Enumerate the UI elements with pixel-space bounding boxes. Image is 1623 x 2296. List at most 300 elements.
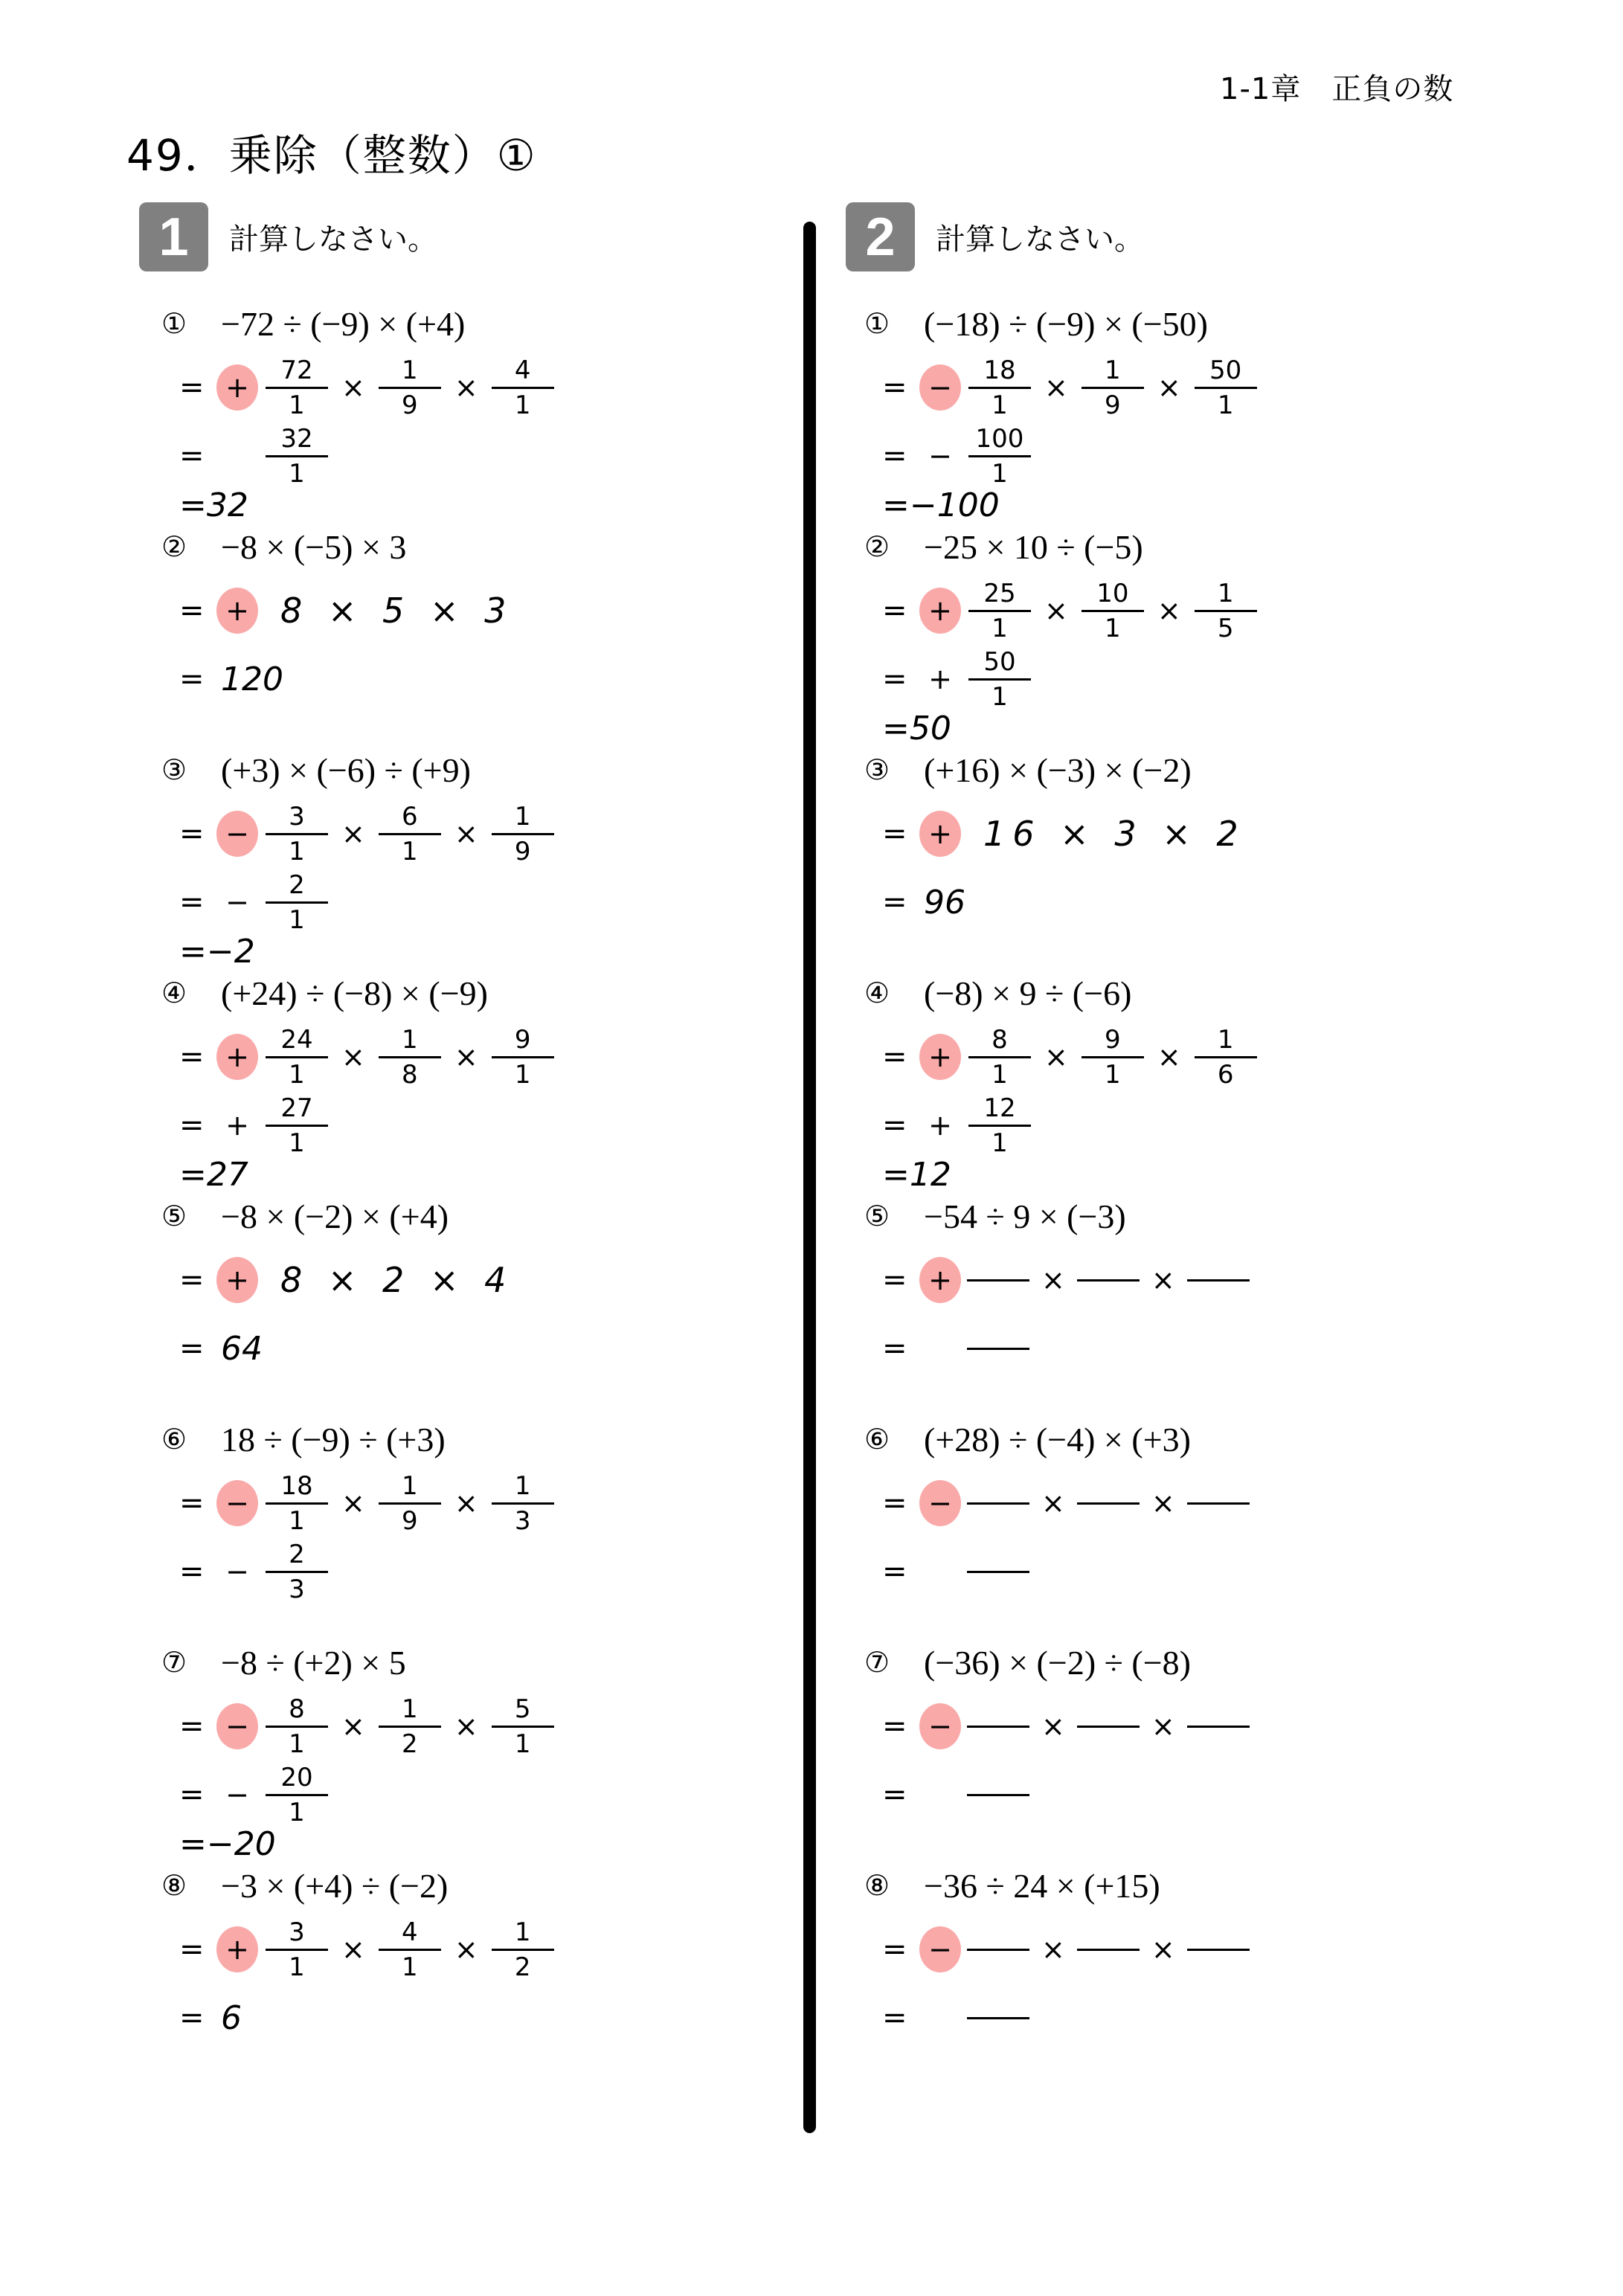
sign-marker: − bbox=[919, 364, 961, 411]
negative-sign-highlight: − bbox=[1047, 1420, 1067, 1459]
fraction-bar bbox=[266, 1502, 328, 1505]
equals-sign: = bbox=[882, 370, 907, 405]
denominator: 1 bbox=[992, 1059, 1008, 1090]
problem-item bbox=[848, 740, 1503, 936]
sign-slot bbox=[919, 1325, 961, 1372]
handwritten-product: 8 × 2 × 4 bbox=[280, 1260, 514, 1300]
problem-expression bbox=[145, 517, 800, 576]
fraction-bar bbox=[1082, 387, 1144, 389]
answer-value: =50 bbox=[882, 709, 951, 747]
fraction-bar bbox=[492, 1726, 554, 1728]
fraction-bar bbox=[968, 678, 1031, 681]
problem-expression bbox=[145, 1186, 800, 1246]
problem-number: ⑧ bbox=[161, 1869, 187, 1902]
sign-marker bbox=[216, 433, 258, 479]
answer-blank[interactable] bbox=[1187, 1726, 1250, 1728]
times-sign: × bbox=[1157, 371, 1181, 404]
column-divider bbox=[803, 222, 816, 2133]
work-step-1 bbox=[848, 1915, 1503, 1984]
sign-slot bbox=[919, 1995, 961, 2041]
problem-item bbox=[848, 1633, 1503, 1829]
fraction-bar bbox=[968, 1125, 1031, 1127]
sign-marker: + bbox=[928, 663, 952, 695]
answer-value: =32 bbox=[179, 486, 248, 524]
negative-sign-highlight: − bbox=[1047, 304, 1067, 343]
fraction-bar bbox=[266, 1794, 328, 1796]
negative-sign-highlight: − bbox=[1143, 750, 1163, 789]
fraction bbox=[1080, 356, 1145, 420]
fraction bbox=[264, 424, 330, 489]
denominator: 1 bbox=[992, 390, 1008, 420]
work-step-1 bbox=[145, 1023, 800, 1091]
equals-sign: = bbox=[179, 1554, 205, 1589]
equals-sign: = bbox=[882, 1709, 907, 1743]
answer-blank[interactable] bbox=[967, 1348, 1029, 1350]
work-step-2 bbox=[848, 1760, 1503, 1829]
work-step-1 bbox=[848, 1023, 1503, 1091]
numerator: 1 bbox=[1217, 578, 1234, 608]
problem-expression bbox=[848, 1186, 1503, 1246]
times-sign: × bbox=[341, 817, 365, 850]
denominator: 1 bbox=[1105, 613, 1121, 643]
expression-text: −8 × (−5) × 3 bbox=[221, 527, 407, 566]
fraction bbox=[264, 870, 330, 935]
expression-text: (−36) × (−2) ÷ (−8) bbox=[924, 1643, 1191, 1682]
numerator: 3 bbox=[289, 1917, 305, 1947]
problem-expression bbox=[145, 1633, 800, 1692]
problem-expression bbox=[145, 294, 800, 353]
fraction bbox=[377, 802, 443, 866]
sign-marker: + bbox=[928, 1109, 952, 1142]
work-step-3 bbox=[145, 932, 800, 971]
denominator: 1 bbox=[402, 836, 418, 866]
problem-number: ① bbox=[161, 307, 187, 340]
work-step-1 bbox=[145, 1469, 800, 1537]
equals-sign: = bbox=[179, 439, 205, 473]
sign-marker: + bbox=[216, 1034, 258, 1080]
denominator: 9 bbox=[514, 836, 531, 866]
equals-sign: = bbox=[179, 817, 205, 851]
equals-sign: = bbox=[882, 1778, 907, 1812]
work-step-3 bbox=[145, 1155, 800, 1194]
answer-value: =12 bbox=[882, 1155, 951, 1194]
numerator: 2 bbox=[289, 1539, 305, 1569]
times-sign: × bbox=[341, 1487, 365, 1520]
expression-text: (−8) × 9 ÷ (−6) bbox=[924, 974, 1132, 1012]
problem-item bbox=[145, 1186, 800, 1383]
work-step-2 bbox=[848, 645, 1503, 713]
numerator: 32 bbox=[280, 423, 313, 454]
negative-sign-highlight: − bbox=[935, 304, 955, 343]
denominator: 1 bbox=[514, 390, 531, 420]
denominator: 1 bbox=[402, 1952, 418, 1982]
sign-marker: − bbox=[919, 1480, 961, 1526]
times-sign: × bbox=[1041, 1487, 1065, 1520]
fraction-bar bbox=[968, 1056, 1031, 1058]
work-step-1 bbox=[145, 800, 800, 868]
times-sign: × bbox=[1041, 1933, 1065, 1966]
times-sign: × bbox=[454, 1487, 478, 1520]
fraction bbox=[1193, 1025, 1259, 1090]
work-step-2 bbox=[145, 1984, 800, 2052]
fraction-bar bbox=[266, 1726, 328, 1728]
answer-blank[interactable] bbox=[967, 1571, 1029, 1573]
work-step-2 bbox=[145, 422, 800, 490]
expression-text: (−18) ÷ (−9) × (−50) bbox=[924, 304, 1208, 343]
fraction bbox=[490, 1471, 556, 1536]
equals-sign: = bbox=[882, 1331, 907, 1366]
answer-blank[interactable] bbox=[967, 1949, 1029, 1951]
times-sign: × bbox=[1157, 594, 1181, 627]
numerator: 6 bbox=[402, 801, 418, 832]
fraction bbox=[264, 1917, 330, 1982]
expression-text: −8 × (−2) × (+4) bbox=[221, 1197, 449, 1235]
sign-slot bbox=[919, 1772, 961, 1818]
sign-marker: − bbox=[919, 1926, 961, 1972]
denominator: 1 bbox=[289, 904, 305, 935]
denominator: 1 bbox=[289, 390, 305, 420]
fraction-bar bbox=[968, 387, 1031, 389]
equals-sign: = bbox=[882, 1040, 907, 1074]
handwritten-product: 16 × 3 × 2 bbox=[983, 814, 1246, 854]
denominator: 1 bbox=[514, 1729, 531, 1759]
negative-sign-highlight: − bbox=[221, 527, 240, 566]
work-step-2 bbox=[848, 1984, 1503, 2052]
equals-sign: = bbox=[179, 1778, 205, 1812]
fraction bbox=[264, 1093, 330, 1158]
expression-text: 18 ÷ (−9) ÷ (+3) bbox=[221, 1420, 446, 1459]
fraction-bar bbox=[266, 1949, 328, 1951]
expression-text: −25 × 10 ÷ (−5) bbox=[924, 527, 1143, 566]
sign-marker: − bbox=[216, 1480, 258, 1526]
numerator: 25 bbox=[983, 578, 1016, 608]
work-step-1 bbox=[848, 1692, 1503, 1760]
denominator: 5 bbox=[1217, 613, 1234, 643]
fraction-bar bbox=[266, 1056, 328, 1058]
fraction bbox=[967, 579, 1032, 643]
fraction-bar bbox=[266, 387, 328, 389]
equals-sign: = bbox=[179, 885, 205, 919]
equals-sign: = bbox=[882, 817, 907, 851]
negative-sign-highlight: − bbox=[935, 1643, 955, 1682]
answer-blank[interactable] bbox=[1187, 1279, 1250, 1282]
work-step-3 bbox=[848, 1155, 1503, 1194]
work-step-1 bbox=[848, 353, 1503, 422]
sign-marker: + bbox=[919, 588, 961, 634]
answer-blank[interactable] bbox=[1077, 1949, 1140, 1951]
fraction bbox=[1193, 356, 1259, 420]
fraction bbox=[264, 1694, 330, 1759]
problem-number: ⑤ bbox=[864, 1200, 890, 1232]
expression-text: (+24) ÷ (−8) × (−9) bbox=[221, 974, 488, 1012]
equals-sign: = bbox=[882, 885, 907, 919]
sign-marker: + bbox=[919, 811, 961, 857]
fraction bbox=[264, 1471, 330, 1536]
numerator: 9 bbox=[514, 1024, 531, 1055]
answer-blank[interactable] bbox=[967, 1794, 1029, 1796]
problem-item bbox=[848, 517, 1503, 747]
numerator: 1 bbox=[514, 1470, 531, 1501]
denominator: 1 bbox=[289, 1797, 305, 1827]
work-step-2 bbox=[848, 1314, 1503, 1383]
denominator: 1 bbox=[289, 836, 305, 866]
fraction-bar bbox=[1195, 610, 1257, 612]
fraction bbox=[1080, 579, 1145, 643]
negative-sign-highlight: − bbox=[327, 750, 347, 789]
problem-item bbox=[145, 740, 800, 971]
denominator: 1 bbox=[289, 1128, 305, 1158]
work-step-1 bbox=[145, 1692, 800, 1760]
fraction-bar bbox=[379, 833, 441, 835]
denominator: 3 bbox=[514, 1505, 531, 1536]
negative-sign-highlight: − bbox=[1047, 750, 1067, 789]
numerator: 27 bbox=[280, 1093, 313, 1123]
answer-value: 64 bbox=[221, 1329, 263, 1368]
fraction-bar bbox=[492, 833, 554, 835]
numerator: 50 bbox=[1209, 355, 1242, 385]
numerator: 1 bbox=[402, 1024, 418, 1055]
work-step-1 bbox=[848, 1469, 1503, 1537]
fraction-bar bbox=[266, 1125, 328, 1127]
work-step-2 bbox=[145, 645, 800, 713]
negative-sign-highlight: − bbox=[924, 527, 943, 566]
problem-number: ⑥ bbox=[161, 1423, 187, 1456]
work-step-2 bbox=[848, 422, 1503, 490]
denominator: 2 bbox=[402, 1729, 418, 1759]
equals-sign: = bbox=[882, 1108, 907, 1142]
problem-number: ① bbox=[864, 307, 890, 340]
work-step-1 bbox=[145, 1915, 800, 1984]
numerator: 1 bbox=[1217, 1024, 1234, 1055]
equals-sign: = bbox=[179, 594, 205, 628]
equals-sign: = bbox=[882, 1554, 907, 1589]
answer-value: 96 bbox=[924, 883, 965, 922]
problem-number: ④ bbox=[864, 977, 890, 1009]
problem-item bbox=[848, 1409, 1503, 1606]
numerator: 20 bbox=[280, 1762, 313, 1792]
numerator: 1 bbox=[402, 1694, 418, 1724]
section-instruction: 計算しなさい。 bbox=[229, 222, 437, 257]
denominator: 6 bbox=[1217, 1059, 1234, 1090]
times-sign: × bbox=[454, 371, 478, 404]
answer-blank[interactable] bbox=[1077, 1726, 1140, 1728]
times-sign: × bbox=[1151, 1487, 1175, 1520]
fraction bbox=[377, 356, 443, 420]
expression-text: −72 ÷ (−9) × (+4) bbox=[221, 304, 466, 343]
equals-sign: = bbox=[882, 662, 907, 696]
numerator: 1 bbox=[402, 1470, 418, 1501]
problem-expression bbox=[145, 740, 800, 800]
times-sign: × bbox=[1151, 1933, 1175, 1966]
times-sign: × bbox=[1044, 1041, 1068, 1073]
denominator: 9 bbox=[402, 390, 418, 420]
times-sign: × bbox=[341, 371, 365, 404]
problem-number: ⑤ bbox=[161, 1200, 187, 1232]
fraction bbox=[264, 1763, 330, 1827]
fraction bbox=[264, 1025, 330, 1090]
expression-text: −36 ÷ 24 × (+15) bbox=[924, 1866, 1160, 1905]
numerator: 4 bbox=[514, 355, 531, 385]
numerator: 1 bbox=[514, 1917, 531, 1947]
answer-value: =27 bbox=[179, 1155, 248, 1194]
fraction-bar bbox=[266, 833, 328, 835]
negative-sign-highlight: − bbox=[302, 1420, 322, 1459]
fraction bbox=[490, 1694, 556, 1759]
work-step-2 bbox=[145, 868, 800, 936]
sign-marker: + bbox=[216, 588, 258, 634]
times-sign: × bbox=[1044, 371, 1068, 404]
fraction bbox=[1193, 579, 1259, 643]
denominator: 9 bbox=[1105, 390, 1121, 420]
negative-sign-highlight: − bbox=[321, 304, 341, 343]
answer-blank[interactable] bbox=[1187, 1502, 1250, 1505]
denominator: 1 bbox=[289, 1729, 305, 1759]
fraction bbox=[264, 1540, 330, 1604]
fraction-bar bbox=[1082, 1056, 1144, 1058]
sign-marker: + bbox=[919, 1257, 961, 1303]
sign-marker: + bbox=[216, 1926, 258, 1972]
answer-blank[interactable] bbox=[967, 1279, 1029, 1282]
negative-sign-highlight: − bbox=[344, 974, 364, 1012]
problem-number: ③ bbox=[161, 753, 187, 786]
numerator: 72 bbox=[280, 355, 313, 385]
times-sign: × bbox=[454, 817, 478, 850]
answer-value: =−20 bbox=[179, 1824, 276, 1863]
fraction bbox=[967, 647, 1032, 712]
work-step-1 bbox=[145, 576, 800, 645]
numerator: 4 bbox=[402, 1917, 418, 1947]
fraction-bar bbox=[492, 1056, 554, 1058]
denominator: 1 bbox=[992, 1128, 1008, 1158]
answer-value: 6 bbox=[221, 1998, 242, 2037]
equals-sign: = bbox=[179, 1108, 205, 1142]
equals-sign: = bbox=[179, 662, 205, 696]
denominator: 1 bbox=[992, 681, 1008, 712]
negative-sign-highlight: − bbox=[1078, 1197, 1098, 1235]
fraction bbox=[264, 802, 330, 866]
answer-blank[interactable] bbox=[967, 1726, 1029, 1728]
fraction bbox=[377, 1025, 443, 1090]
sign-marker: + bbox=[919, 1034, 961, 1080]
expression-text: (+3) × (−6) ÷ (+9) bbox=[221, 750, 471, 789]
sign-marker: + bbox=[216, 1257, 258, 1303]
fraction-bar bbox=[266, 1571, 328, 1573]
fraction bbox=[490, 356, 556, 420]
fraction bbox=[490, 1917, 556, 1982]
numerator: 8 bbox=[289, 1694, 305, 1724]
fraction-bar bbox=[492, 1949, 554, 1951]
answer-blank[interactable] bbox=[1077, 1279, 1140, 1282]
section-2-header bbox=[846, 202, 1144, 271]
fraction bbox=[377, 1471, 443, 1536]
times-sign: × bbox=[1151, 1710, 1175, 1743]
work-step-1 bbox=[848, 800, 1503, 868]
fraction-bar bbox=[379, 1502, 441, 1505]
sign-marker: − bbox=[225, 886, 249, 919]
denominator: 1 bbox=[289, 458, 305, 489]
denominator: 1 bbox=[289, 1952, 305, 1982]
negative-sign-highlight: − bbox=[440, 974, 460, 1012]
equals-sign: = bbox=[179, 1040, 205, 1074]
answer-blank[interactable] bbox=[1187, 1949, 1250, 1951]
times-sign: × bbox=[1151, 1264, 1175, 1296]
fraction-bar bbox=[492, 1502, 554, 1505]
problem-expression bbox=[145, 1409, 800, 1469]
negative-sign-highlight: − bbox=[221, 304, 240, 343]
equals-sign: = bbox=[179, 1709, 205, 1743]
equals-sign: = bbox=[882, 1263, 907, 1297]
fraction-bar bbox=[266, 455, 328, 457]
fraction-bar bbox=[492, 387, 554, 389]
numerator: 18 bbox=[280, 1470, 313, 1501]
times-sign: × bbox=[454, 1933, 478, 1966]
negative-sign-highlight: − bbox=[924, 1866, 943, 1905]
denominator: 8 bbox=[402, 1059, 418, 1090]
equals-sign: = bbox=[179, 370, 205, 405]
fraction bbox=[490, 1025, 556, 1090]
expression-text: −54 ÷ 9 × (−3) bbox=[924, 1197, 1126, 1235]
expression-text: (+16) × (−3) × (−2) bbox=[924, 750, 1192, 789]
numerator: 9 bbox=[1105, 1024, 1121, 1055]
problem-expression bbox=[848, 294, 1503, 353]
negative-sign-highlight: − bbox=[935, 974, 955, 1012]
work-step-2 bbox=[848, 1091, 1503, 1160]
problem-item bbox=[848, 1856, 1503, 2052]
fraction bbox=[377, 1694, 443, 1759]
work-step-2 bbox=[145, 1537, 800, 1606]
negative-sign-highlight: − bbox=[1142, 1643, 1163, 1682]
section-badge: 1 bbox=[139, 202, 208, 271]
equals-sign: = bbox=[179, 1331, 205, 1366]
problem-item bbox=[145, 517, 800, 713]
denominator: 1 bbox=[289, 1505, 305, 1536]
numerator: 50 bbox=[983, 646, 1016, 677]
fraction bbox=[1080, 1025, 1145, 1090]
fraction-bar bbox=[1195, 1056, 1257, 1058]
sign-marker: + bbox=[216, 364, 258, 411]
problem-expression bbox=[145, 1856, 800, 1915]
answer-value: =−2 bbox=[179, 932, 255, 971]
work-step-1 bbox=[145, 353, 800, 422]
fraction-bar bbox=[968, 455, 1031, 457]
sign-marker: − bbox=[216, 811, 258, 857]
times-sign: × bbox=[1041, 1264, 1065, 1296]
negative-sign-highlight: − bbox=[1142, 304, 1163, 343]
numerator: 2 bbox=[289, 869, 305, 900]
sign-marker: − bbox=[928, 440, 952, 472]
work-step-2 bbox=[848, 868, 1503, 936]
work-step-1 bbox=[848, 1246, 1503, 1314]
times-sign: × bbox=[454, 1710, 478, 1743]
work-step-3 bbox=[145, 486, 800, 524]
equals-sign: = bbox=[179, 1263, 205, 1297]
sign-marker: − bbox=[225, 1555, 249, 1588]
fraction bbox=[967, 424, 1032, 489]
negative-sign-highlight: − bbox=[305, 527, 325, 566]
fraction-bar bbox=[968, 610, 1031, 612]
answer-blank[interactable] bbox=[1077, 1502, 1140, 1505]
answer-blank[interactable] bbox=[967, 1502, 1029, 1505]
answer-blank[interactable] bbox=[967, 2017, 1029, 2019]
denominator: 1 bbox=[1217, 390, 1234, 420]
fraction bbox=[490, 802, 556, 866]
page-title: 49．乗除（整数）① bbox=[126, 130, 537, 181]
problem-expression bbox=[848, 740, 1503, 800]
problem-number: ⑦ bbox=[864, 1646, 890, 1679]
sign-slot bbox=[919, 1549, 961, 1595]
numerator: 24 bbox=[280, 1024, 313, 1055]
section-1-header bbox=[139, 202, 437, 271]
